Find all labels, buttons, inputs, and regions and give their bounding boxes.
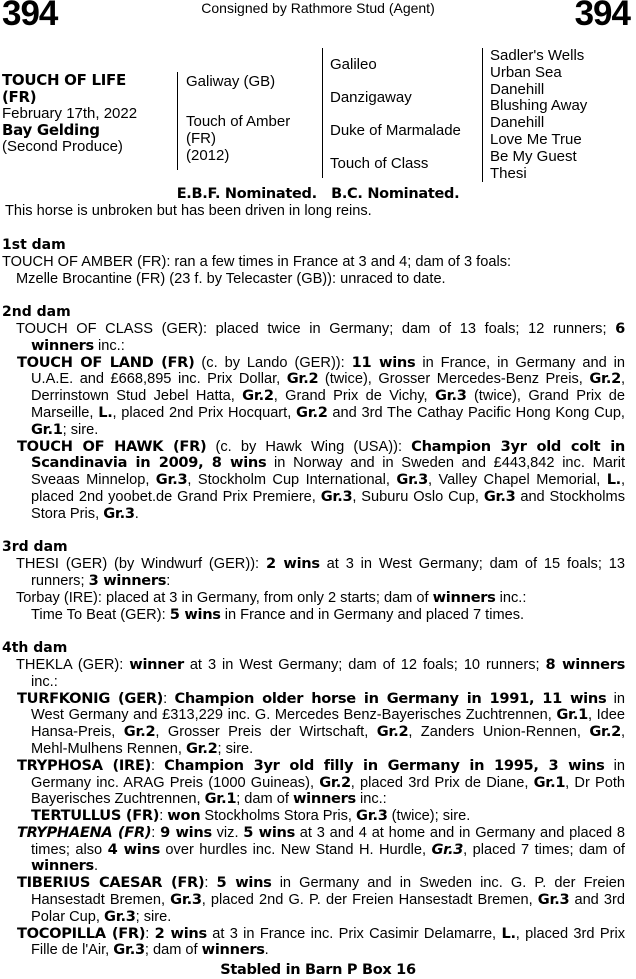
section-2nd-dam: 2nd dam <box>2 304 71 321</box>
pedigree-sire-sire: Galileo <box>330 56 377 73</box>
stabling-footer: Stabled in Barn P Box 16 <box>220 962 416 978</box>
horse-country: (FR) <box>2 87 37 106</box>
pedigree-bracket-3 <box>482 48 483 182</box>
first-dam-produce: Mzelle Brocantine (FR) (23 f. by Telecaster (GB)): unraced to date. <box>16 270 446 287</box>
pedigree-dam: Touch of Amber (FR) (2012) <box>186 113 291 164</box>
produce-tertullus: TERTULLUS (FR): won Stockholms Stora Pris, Gr.3 (twice); sire. <box>31 807 471 825</box>
produce-touch-of-land: TOUCH OF LAND (FR) (c. by Lando (GER)): 11 wins in France, in Germany and in U.A.E. and £668,895 inc. Prix Dollar, Gr.2 (twice), Grosser Mercedes-Benz Preis, Gr.2, Derrinstown Stud Jebel Hatta, Gr.2, Grand Prix de Vichy, Gr.3 (twice), Grand Prix de Marseille, L., placed 2nd Prix Hocquart, Gr.2 and 3rd The Cathay Pacific Hong Kong Cup, Gr.1; sire. <box>17 353 625 438</box>
horse-info <box>2 72 174 156</box>
produce-tryphaena: TRYPHAENA (FR): 9 wins viz. 5 wins at 3 and 4 at home and in Germany and placed 8 times; also 4 wins over hurdles inc. New Stand H. Hurdle, Gr.3, placed 7 times; dam of winners. <box>17 823 626 875</box>
produce-note: (Second Produce) <box>2 138 123 156</box>
foaling-date: February 17th, 2022 <box>2 104 138 122</box>
handling-note: This horse is unbroken but has been driven in long reins. <box>5 203 372 219</box>
produce-touch-of-hawk: TOUCH OF HAWK (FR) (c. by Hawk Wing (USA)): Champion 3yr old colt in Scandinavia in 2009, 8 wins in Norway and in Sweden and £443,842 inc. Marit Sveaas Minnelop, Gr.3, Stockholm Cup International, Gr.3, Valley Chapel Memorial, L., placed 2nd yoobet.de Grand Prix Premiere, Gr.3, Suburu Oslo Cup, Gr.3 and Stockholms Stora Pris, Gr.3. <box>17 437 625 522</box>
section-4th-dam: 4th dam <box>2 640 68 657</box>
pedigree-gen3: Sadler's Wells Urban Sea Danehill Blushing Away Danehill Love Me True Be My Guest Thesi <box>490 47 588 182</box>
produce-torbay: Torbay (IRE): placed at 3 in Germany, from only 2 starts; dam of winners inc.: <box>16 588 527 606</box>
pedigree-sire-dam: Danzigaway <box>330 89 412 106</box>
lot-number-right: 394 <box>574 0 630 33</box>
fourth-dam-text: THEKLA (GER): winner at 3 in West Germany; dam of 12 foals; 10 runners; 8 winners inc.: <box>16 655 625 690</box>
pedigree-bracket-1 <box>177 72 178 170</box>
catalogue-body <box>2 237 625 959</box>
pedigree-dam-sire: Duke of Marmalade <box>330 122 461 139</box>
pedigree-dam-dam: Touch of Class <box>330 155 429 172</box>
produce-time-to-beat: Time To Beat (GER): 5 wins in France and in Germany and placed 7 times. <box>31 605 525 623</box>
horse-sex: Bay Gelding <box>2 121 100 140</box>
produce-tryphosa: TRYPHOSA (IRE): Champion 3yr old filly in Germany in 1995, 3 wins in Germany inc. ARAG Preis (1000 Guineas), Gr.2, placed 3rd Prix de Diane, Gr.1, Dr Poth Bayerisches Zuchtrennen, Gr.1; dam of winners inc.: <box>17 756 626 808</box>
nominations: E.B.F. Nominated. B.C. Nominated. <box>176 186 460 202</box>
lot-number-left: 394 <box>2 0 58 33</box>
produce-turfkonig: TURFKONIG (GER): Champion older horse in Germany in 1991, 11 wins in West Germany and £313,229 inc. G. Mercedes Benz-Bayerisches Zuchtrennen, Gr.1, Idee Hansa-Preis, Gr.2, Grosser Preis der Wirtschaft, Gr.2, Zanders Union-Rennen, Gr.2, Mehl-Mulhens Rennen, Gr.2; sire. <box>17 689 625 757</box>
third-dam-text: THESI (GER) (by Windwurf (GER)): 2 wins at 3 in West Germany; dam of 15 foals; 13 runners; 3 winners: <box>16 555 625 589</box>
horse-name: TOUCH OF LIFE <box>2 71 126 89</box>
first-dam-text: TOUCH OF AMBER (FR): ran a few times in France at 3 and 4; dam of 3 foals: <box>2 253 512 270</box>
pedigree-bracket-2 <box>322 48 323 178</box>
produce-tiberius-caesar: TIBERIUS CAESAR (FR): 5 wins in Germany and in Sweden inc. G. P. der Freien Hansestadt Bremen, Gr.3, placed 2nd G. P. der Freien Hansestadt Bremen, Gr.3 and 3rd Polar Cup, Gr.3; sire. <box>17 874 625 925</box>
pedigree-sire: Galiway (GB) <box>186 73 276 90</box>
second-dam-text: TOUCH OF CLASS (GER): placed twice in Germany; dam of 13 foals; 12 runners; 6 winners inc.: <box>16 319 625 354</box>
section-3rd-dam: 3rd dam <box>2 539 68 556</box>
consignor: Consigned by Rathmore Stud (Agent) <box>201 0 435 16</box>
produce-tocopilla: TOCOPILLA (FR): 2 wins at 3 in France inc. Prix Casimir Delamarre, L., placed 3rd Prix Fille de l'Air, Gr.3; dam of winners. <box>17 924 625 959</box>
section-1st-dam: 1st dam <box>2 237 66 253</box>
